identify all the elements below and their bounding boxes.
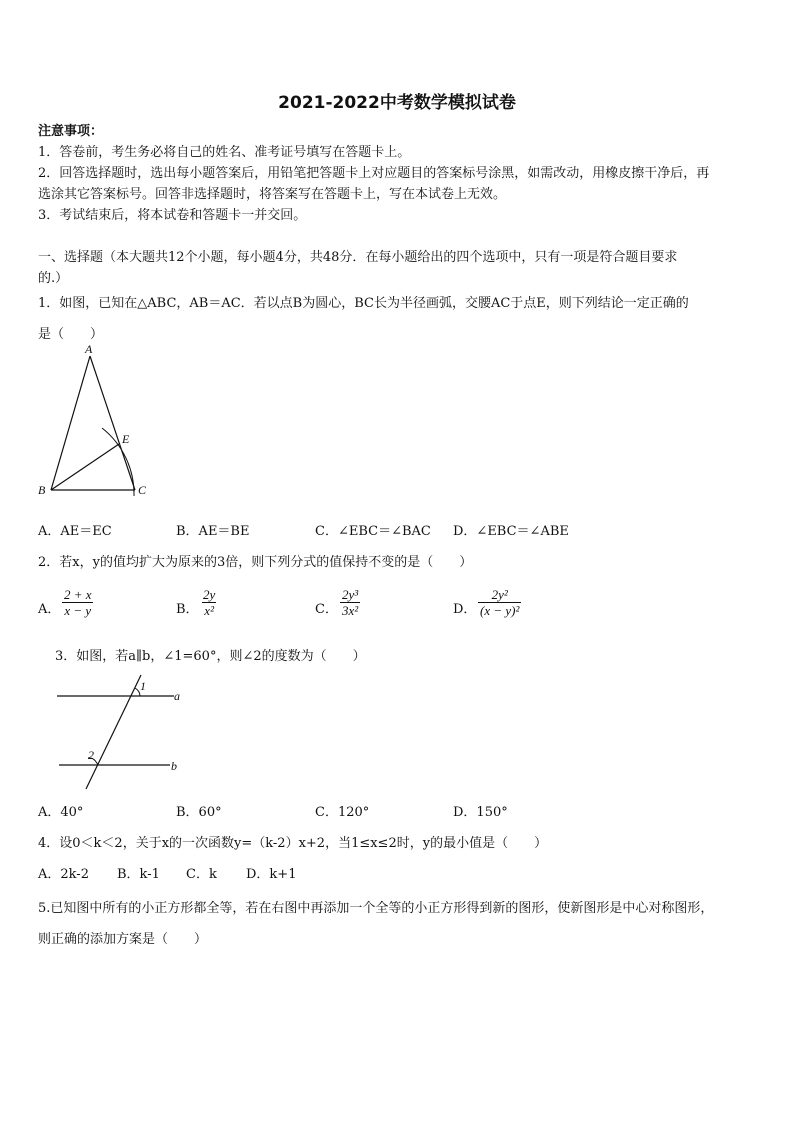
label-angle1: 1 <box>140 679 146 693</box>
label-line-a: a <box>174 689 180 703</box>
notice-item-1: 1．答卷前，考生务必将自己的姓名、准考证号填写在答题卡上。 <box>38 145 411 160</box>
section-heading-cont: 的.） <box>38 271 69 286</box>
q3-option-b[interactable]: B．60° <box>176 805 222 820</box>
q3-option-c[interactable]: C．120° <box>315 805 370 820</box>
segment-be <box>51 444 119 490</box>
q1-option-c[interactable]: C．∠EBC＝∠BAC <box>315 524 431 539</box>
q2-option-c-letter[interactable]: C． <box>315 602 338 617</box>
q3-option-a[interactable]: A．40° <box>38 805 84 820</box>
q2-option-d-fraction <box>478 587 521 618</box>
q1-option-d[interactable]: D．∠EBC＝∠ABE <box>453 524 569 539</box>
label-c: C <box>138 483 147 497</box>
q2-option-b-fraction <box>201 587 217 618</box>
label-e: E <box>122 432 130 446</box>
q2-option-b-letter[interactable]: B． <box>176 602 199 617</box>
notice-item-3: 3．考试结束后，将本试卷和答题卡一并交回。 <box>38 208 307 223</box>
q3-option-d[interactable]: D．150° <box>453 805 508 820</box>
fraction-denominator: 3x² <box>342 603 359 618</box>
q2-option-d-letter[interactable]: D． <box>453 602 477 617</box>
notice-item-2-cont: 选涂其它答案标号。回答非选择题时，将答案写在答题卡上，写在本试卷上无效。 <box>38 187 507 202</box>
label-angle2: 2 <box>88 748 94 762</box>
section-heading: 一、选择题（本大题共12个小题，每小题4分，共48分．在每小题给出的四个选项中，只有一项是符合题目要求 <box>38 250 678 265</box>
q2-option-c-fraction <box>340 587 360 618</box>
q1-option-a[interactable]: A．AE＝EC <box>38 524 112 539</box>
q4-option-c[interactable]: C．k <box>186 867 217 882</box>
fraction-numerator: 2y <box>203 587 216 602</box>
q4-stem: 4．设0＜k＜2，关于x的一次函数y=（k-2）x+2，当1≤x≤2时，y的最小值是（ ） <box>38 836 548 851</box>
page-title: 2021-2022中考数学模拟试卷 <box>278 93 516 113</box>
side-ab <box>51 356 90 490</box>
transversal <box>86 675 141 789</box>
q3-parallel-lines-figure <box>52 672 192 792</box>
q1-stem: 1．如图，已知在△ABC，AB＝AC．若以点B为圆心，BC长为半径画弧，交腰AC于点E，则下列结论一定正确的 <box>38 296 689 311</box>
fraction-denominator: x − y <box>64 603 92 618</box>
label-line-b: b <box>171 759 177 773</box>
fraction-numerator: 2y³ <box>342 587 359 602</box>
q5-stem: 5.已知图中所有的小正方形都全等，若在右图中再添加一个全等的小正方形得到新的图形，使新图形是中心对称图形， <box>38 901 714 916</box>
q5-stem-cont: 则正确的添加方案是（ ） <box>38 932 208 947</box>
label-a: A <box>85 342 93 356</box>
q2-option-a-letter[interactable]: A． <box>38 602 61 617</box>
q1-stem-cont: 是（ ） <box>38 327 104 342</box>
side-ac <box>90 356 135 490</box>
q2-option-a-fraction <box>62 587 94 618</box>
q4-option-b[interactable]: B．k-1 <box>117 867 160 882</box>
label-b: B <box>38 483 46 497</box>
q4-option-a[interactable]: A．2k-2 <box>38 867 89 882</box>
q1-option-b[interactable]: B．AE＝BE <box>176 524 250 539</box>
q1-triangle-figure <box>30 342 160 507</box>
fraction-numerator: 2y² <box>491 587 508 602</box>
q3-stem: 3．如图，若a∥b，∠1=60°，则∠2的度数为（ ） <box>55 649 366 664</box>
fraction-denominator: (x − y)² <box>480 603 520 618</box>
notice-heading: 注意事项： <box>38 124 104 139</box>
fraction-denominator: x² <box>204 603 214 618</box>
q2-stem: 2．若x，y的值均扩大为原来的3倍，则下列分式的值保持不变的是（ ） <box>38 555 473 570</box>
q4-option-d[interactable]: D．k+1 <box>246 867 297 882</box>
notice-item-2: 2．回答选择题时，选出每小题答案后，用铅笔把答题卡上对应题目的答案标号涂黑，如需改动，用橡皮擦干净后，再 <box>38 166 710 181</box>
fraction-numerator: 2 + x <box>64 587 92 602</box>
